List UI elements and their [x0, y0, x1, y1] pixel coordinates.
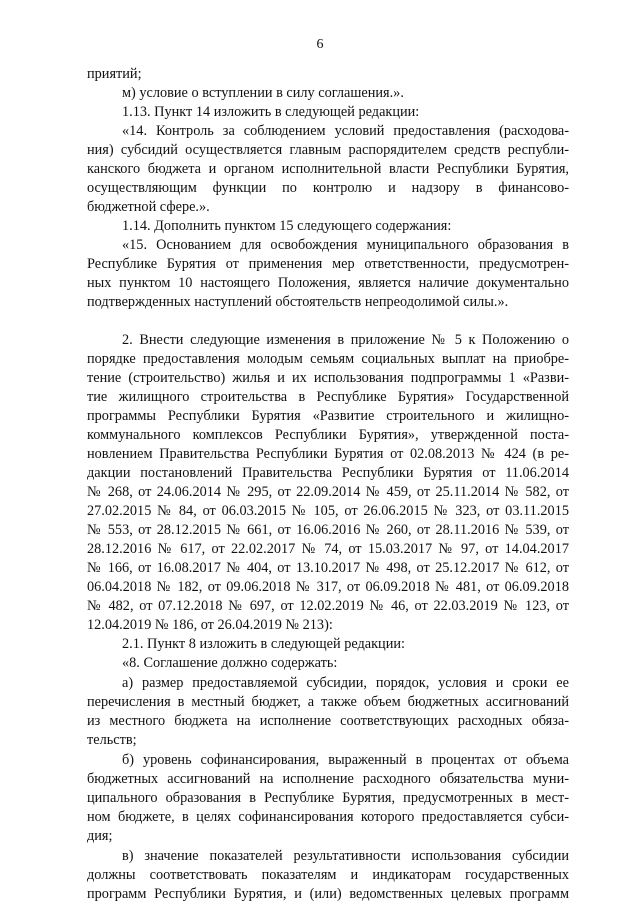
text-line: 2. Внести следующие изменения в приложение № 5 к Положению о: [122, 332, 569, 348]
text-line: должны соответствовать показателям и индикаторам государственных: [87, 867, 569, 883]
text-line: в) значение показателей результативности использования субсидии: [122, 848, 569, 864]
text-line: ния) субсидий осуществляется главным распорядителем средств республи-: [87, 142, 569, 158]
text-line: Республике Бурятия от применения мер ответственности, предусмотрен-: [87, 256, 569, 272]
text-line: перечисления в местный бюджет, а также объем бюджетных ассигнований: [87, 694, 569, 710]
text-line: подтвержденных наступлений обстоятельств непреодолимой силы.».: [87, 294, 509, 310]
text-line: коммунального комплексов Республики Бурятия», утвержденной поста-: [87, 427, 569, 443]
text-line: канского бюджета и органом исполнительной власти Республики Бурятия,: [87, 161, 569, 177]
text-line: № 268, от 24.06.2014 № 295, от 22.09.2014 № 459, от 25.11.2014 № 582, от: [87, 484, 569, 500]
text-line: № 166, от 16.08.2017 № 404, от 13.10.2017 № 498, от 25.12.2017 № 612, от: [87, 560, 569, 576]
text-line: программы Республики Бурятия «Развитие строительного и жилищно-: [87, 408, 569, 424]
text-line: ных пунктом 10 настоящего Положения, является наличие документально: [87, 275, 569, 291]
text-line: «15. Основанием для освобождения муниципального образования в: [122, 237, 569, 253]
text-line: ципального образования в Республике Бурятия, предусмотренных в мест-: [87, 790, 569, 806]
text-line: тение (строительство) жилья и их использования подпрограммы 1 «Разви-: [87, 370, 569, 386]
text-line: № 553, от 28.12.2015 № 661, от 16.06.2016 № 260, от 28.11.2016 № 539, от: [87, 522, 569, 538]
text-line: 2.1. Пункт 8 изложить в следующей редакции:: [122, 636, 405, 652]
text-line: 27.02.2015 № 84, от 06.03.2015 № 105, от 26.06.2015 № 323, от 03.11.2015: [87, 503, 569, 519]
text-line: бюджетной сфере.».: [87, 199, 210, 215]
text-line: 06.04.2018 № 182, от 09.06.2018 № 317, от 06.09.2018 № 481, от 06.09.2018: [87, 579, 569, 595]
text-line: порядке предоставления молодым семьям социальных выплат на приобре-: [87, 351, 569, 367]
text-line: «8. Соглашение должно содержать:: [122, 655, 338, 671]
text-line: 12.04.2019 № 186, от 26.04.2019 № 213):: [87, 617, 333, 633]
text-line: «14. Контроль за соблюдением условий предоставления (расходова-: [122, 123, 569, 139]
page-number: 6: [316, 37, 324, 52]
text-line: бюджетных ассигнований на исполнение расходного обязательства муни-: [87, 771, 569, 787]
text-line: а) размер предоставляемой субсидии, порядок, условия и сроки ее: [122, 675, 569, 691]
text-line: новлением Правительства Республики Бурятия от 02.08.2013 № 424 (в ре-: [87, 446, 569, 462]
text-line: осуществляющим функции по контролю и надзору в финансово-: [87, 180, 569, 196]
text-line: дакции постановлений Правительства Республики Бурятия от 11.06.2014: [87, 465, 569, 481]
text-line: тельств;: [87, 732, 137, 748]
text-line: № 482, от 07.12.2018 № 697, от 12.02.2019 № 46, от 22.03.2019 № 123, от: [87, 598, 569, 614]
text-line: м) условие о вступлении в силу соглашения.».: [122, 85, 404, 101]
text-line: ном бюджете, в целях софинансирования которого предоставляется субси-: [87, 809, 569, 825]
text-line: дия;: [87, 828, 113, 844]
text-line: б) уровень софинансирования, выраженный в процентах от объема: [122, 752, 569, 768]
text-line: из местного бюджета на исполнение соответствующих расходных обяза-: [87, 713, 569, 729]
text-line: 1.14. Дополнить пунктом 15 следующего содержания:: [122, 218, 452, 234]
text-line: программ Республики Бурятия, и (или) ведомственных целевых программ: [87, 886, 569, 902]
text-line: приятий;: [87, 66, 142, 82]
text-line: 1.13. Пункт 14 изложить в следующей редакции:: [122, 104, 420, 120]
text-line: тие жилищного строительства в Республике Бурятия» Государственной: [87, 389, 569, 405]
text-line: 28.12.2016 № 617, от 22.02.2017 № 74, от 15.03.2017 № 97, от 14.04.2017: [87, 541, 569, 557]
